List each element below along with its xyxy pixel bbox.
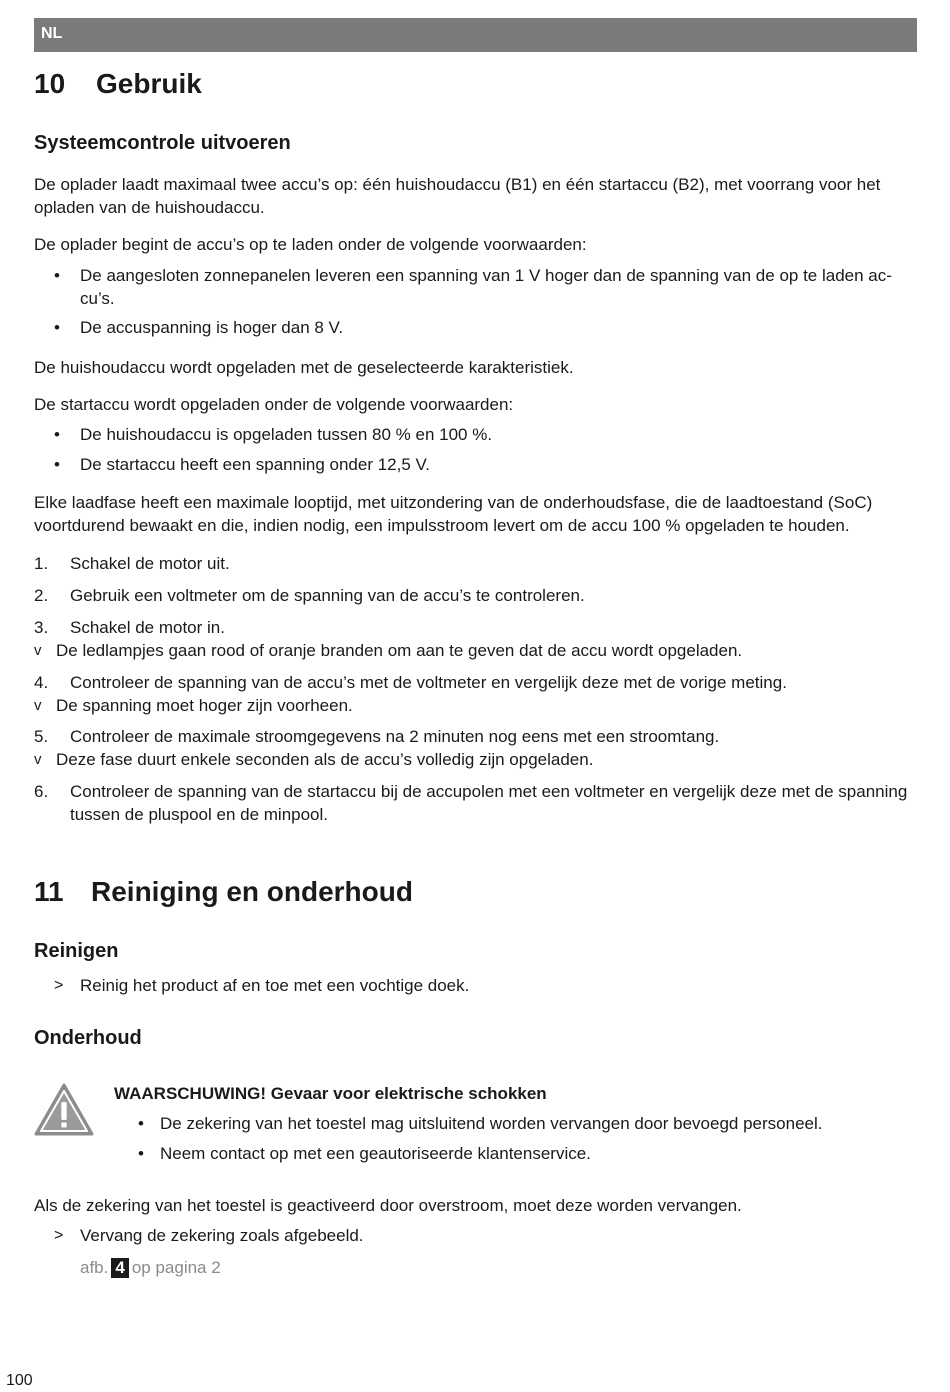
step-result: De ledlampjes gaan rood of oranje branden om aan te geven dat de accu wordt opgeladen. <box>56 641 743 660</box>
list-item: De startaccu heeft een spanning onder 12,5 V. <box>80 455 431 474</box>
list-item: De huishoudaccu is opgeladen tussen 80 % en 100 %. <box>80 425 493 444</box>
bullet-icon: • <box>54 455 60 474</box>
step-result: Deze fase duurt enkele seconden als de accu’s volledig zijn opgeladen. <box>56 750 594 769</box>
result-icon: v <box>34 642 42 659</box>
warning-triangle-icon <box>34 1082 94 1138</box>
language-header-bar <box>34 18 917 52</box>
figure-reference[interactable] <box>80 1256 221 1279</box>
list-item: De aangesloten zonnepanelen leveren een spanning van 1 V hoger dan de spanning van de op te laden ac-cu’s. <box>80 266 892 308</box>
warning-item: De zekering van het toestel mag uitsluitend worden vervangen door bevoegd personeel. <box>160 1114 823 1133</box>
ref-suffix: op pagina 2 <box>131 1258 221 1277</box>
ref-prefix: afb. <box>80 1258 109 1277</box>
paragraph: De startaccu wordt opgeladen onder de volgende voorwaarden: <box>34 395 514 414</box>
action-icon: > <box>54 1227 64 1244</box>
paragraph: De huishoudaccu wordt opgeladen met de geselecteerde karakteristiek. <box>34 358 574 377</box>
bullet-icon: • <box>54 425 60 444</box>
section-title: Reiniging en onderhoud <box>91 876 413 907</box>
bullet-icon: • <box>138 1144 144 1163</box>
paragraph: Elke laadfase heeft een maximale looptijd, met uitzondering van de onderhoudsfase, die de laadtoestand (SoC) voortdurend bewaakt en die, indien nodig, een impulsstroom levert om de accu 100 % opgeladen te houden. <box>34 493 873 535</box>
step-number: 3. <box>34 618 49 637</box>
subsection-title: Onderhoud <box>34 1027 142 1049</box>
step-text: Schakel de motor in. <box>70 618 225 637</box>
page-number: 100 <box>6 1372 33 1389</box>
step-number: 1. <box>34 554 49 573</box>
step-result: De spanning moet hoger zijn voorheen. <box>56 696 353 715</box>
bullet-icon: • <box>54 318 60 337</box>
step-text: Gebruik een voltmeter om de spanning van de accu’s te controleren. <box>70 586 585 605</box>
step-number: 4. <box>34 673 49 692</box>
section-11-heading <box>34 876 413 908</box>
subsection-title: Reinigen <box>34 940 119 962</box>
bullet-icon: • <box>138 1114 144 1133</box>
section-title: Gebruik <box>96 68 202 99</box>
step-number: 6. <box>34 782 49 801</box>
action-text: Vervang de zekering zoals afgebeeld. <box>80 1226 364 1245</box>
section-number: 10 <box>34 68 66 99</box>
step-text: Controleer de spanning van de accu’s met de voltmeter en vergelijk deze met de vorige meting. <box>70 673 787 692</box>
language-code: NL <box>41 25 63 42</box>
result-icon: v <box>34 751 42 768</box>
step-text: Controleer de spanning van de startaccu bij de accupolen met een voltmeter en vergelijk deze met de spanning tussen de pluspool en de minpool. <box>70 782 908 824</box>
paragraph: De oplader begint de accu’s op te laden onder de volgende voorwaarden: <box>34 235 587 254</box>
section-number: 11 <box>34 876 64 907</box>
action-text: Reinig het product af en toe met een vochtige doek. <box>80 976 470 995</box>
action-icon: > <box>54 977 64 994</box>
list-item: De accuspanning is hoger dan 8 V. <box>80 318 344 337</box>
step-number: 2. <box>34 586 49 605</box>
warning-title: WAARSCHUWING! Gevaar voor elektrische schokken <box>114 1084 547 1103</box>
section-10-heading <box>34 68 202 100</box>
step-text: Controleer de maximale stroomgegevens na 2 minuten nog eens met een stroomtang. <box>70 727 720 746</box>
bullet-icon: • <box>54 266 60 285</box>
step-number: 5. <box>34 727 49 746</box>
paragraph: Als de zekering van het toestel is geactiveerd door overstroom, moet deze worden vervangen. <box>34 1196 742 1215</box>
step-text: Schakel de motor uit. <box>70 554 230 573</box>
figure-number-badge: 4 <box>111 1258 128 1278</box>
subsection-title: Systeemcontrole uitvoeren <box>34 132 291 154</box>
paragraph: De oplader laadt maximaal twee accu’s op: één huishoudaccu (B1) en één startaccu (B2), met voorrang voor het opladen van de huishoudaccu. <box>34 175 881 217</box>
warning-item: Neem contact op met een geautoriseerde klantenservice. <box>160 1144 591 1163</box>
result-icon: v <box>34 697 42 714</box>
